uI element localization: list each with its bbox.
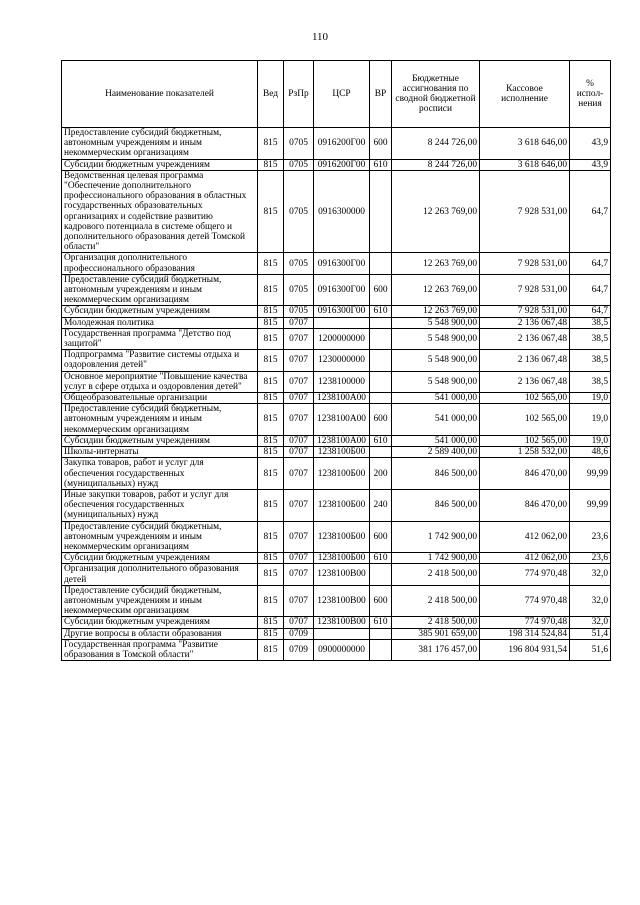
table-row <box>62 404 611 436</box>
row-csr: 1238100Б00 <box>314 553 370 564</box>
row-execution-percent: 19,0 <box>570 435 611 446</box>
row-execution-percent: 32,0 <box>570 585 611 617</box>
row-rzpr: 0707 <box>284 458 314 490</box>
row-vr: 600 <box>370 585 392 617</box>
row-rzpr: 0707 <box>284 371 314 392</box>
row-execution-percent: 23,6 <box>570 553 611 564</box>
row-budget-allocation: 2 589 400,00 <box>392 447 480 458</box>
row-budget-allocation: 541 000,00 <box>392 393 480 404</box>
row-execution-percent: 38,5 <box>570 317 611 328</box>
row-budget-allocation: 12 263 769,00 <box>392 170 480 253</box>
row-ved: 815 <box>258 404 284 436</box>
row-budget-allocation: 846 500,00 <box>392 458 480 490</box>
row-name: Школы-интернаты <box>62 447 258 458</box>
row-rzpr: 0707 <box>284 393 314 404</box>
row-budget-allocation: 5 548 900,00 <box>392 350 480 371</box>
row-rzpr: 0707 <box>284 489 314 521</box>
row-rzpr: 0707 <box>284 521 314 553</box>
row-rzpr: 0707 <box>284 553 314 564</box>
row-rzpr: 0707 <box>284 404 314 436</box>
row-cash-execution: 3 618 646,00 <box>480 159 570 170</box>
table-row <box>62 170 611 253</box>
row-budget-allocation: 8 244 726,00 <box>392 159 480 170</box>
row-name: Предоставление субсидий бюджетным, автономным учреждениям и иным некоммерческим организациям <box>62 521 258 553</box>
row-name: Другие вопросы в области образования <box>62 628 258 639</box>
row-cash-execution: 102 565,00 <box>480 435 570 446</box>
row-cash-execution: 7 928 531,00 <box>480 170 570 253</box>
row-ved: 815 <box>258 435 284 446</box>
row-csr: 1238100А00 <box>314 404 370 436</box>
row-execution-percent: 64,7 <box>570 306 611 317</box>
row-vr <box>370 447 392 458</box>
row-vr: 610 <box>370 617 392 628</box>
row-ved: 815 <box>258 317 284 328</box>
row-rzpr: 0707 <box>284 617 314 628</box>
row-csr: 0916200Г00 <box>314 159 370 170</box>
row-csr <box>314 628 370 639</box>
row-cash-execution: 7 928 531,00 <box>480 253 570 274</box>
budget-execution-table <box>61 60 611 661</box>
row-rzpr: 0705 <box>284 128 314 160</box>
table-row <box>62 159 611 170</box>
row-csr: 1238100В00 <box>314 564 370 585</box>
header-vr: ВР <box>370 61 392 128</box>
row-vr: 610 <box>370 159 392 170</box>
row-name: Предоставление субсидий бюджетным, автономным учреждениям и иным некоммерческим организациям <box>62 128 258 160</box>
row-name: Организация дополнительного образования детей <box>62 564 258 585</box>
row-budget-allocation: 2 418 500,00 <box>392 564 480 585</box>
row-ved: 815 <box>258 489 284 521</box>
row-execution-percent: 38,5 <box>570 350 611 371</box>
row-name: Общеобразовательные организации <box>62 393 258 404</box>
header-ved: Вед <box>258 61 284 128</box>
row-vr <box>370 170 392 253</box>
table-header-row <box>62 61 611 128</box>
table-row <box>62 274 611 306</box>
row-ved: 815 <box>258 170 284 253</box>
row-vr <box>370 628 392 639</box>
row-ved: 815 <box>258 639 284 660</box>
row-execution-percent: 19,0 <box>570 404 611 436</box>
row-cash-execution: 2 136 067,48 <box>480 328 570 349</box>
row-cash-execution: 2 136 067,48 <box>480 317 570 328</box>
row-budget-allocation: 12 263 769,00 <box>392 306 480 317</box>
row-execution-percent: 38,5 <box>570 328 611 349</box>
row-ved: 815 <box>258 350 284 371</box>
row-budget-allocation: 2 418 500,00 <box>392 585 480 617</box>
table-row <box>62 435 611 446</box>
row-ved: 815 <box>258 458 284 490</box>
row-name: Организация дополнительного профессионального образования <box>62 253 258 274</box>
row-execution-percent: 99,99 <box>570 458 611 490</box>
row-vr: 600 <box>370 521 392 553</box>
row-ved: 815 <box>258 564 284 585</box>
row-vr: 600 <box>370 274 392 306</box>
row-cash-execution: 198 314 524,84 <box>480 628 570 639</box>
row-cash-execution: 196 804 931,54 <box>480 639 570 660</box>
row-csr: 0916200Г00 <box>314 128 370 160</box>
row-ved: 815 <box>258 253 284 274</box>
row-csr: 1200000000 <box>314 328 370 349</box>
row-csr: 1238100В00 <box>314 585 370 617</box>
row-vr: 610 <box>370 306 392 317</box>
table-row <box>62 393 611 404</box>
row-ved: 815 <box>258 553 284 564</box>
table-row <box>62 350 611 371</box>
table-row <box>62 328 611 349</box>
table-row <box>62 317 611 328</box>
row-cash-execution: 7 928 531,00 <box>480 306 570 317</box>
header-name: Наименование показателей <box>62 61 258 128</box>
table-row <box>62 253 611 274</box>
table-row <box>62 521 611 553</box>
row-name: Предоставление субсидий бюджетным, автономным учреждениям и иным некоммерческим организациям <box>62 585 258 617</box>
row-vr: 600 <box>370 404 392 436</box>
header-budget-allocations: Бюджетные ассигнования по сводной бюджетной росписи <box>392 61 480 128</box>
row-csr: 0916300Г00 <box>314 306 370 317</box>
row-vr: 600 <box>370 128 392 160</box>
row-rzpr: 0707 <box>284 328 314 349</box>
header-cash-execution: Кассовое исполнение <box>480 61 570 128</box>
row-cash-execution: 7 928 531,00 <box>480 274 570 306</box>
row-vr: 610 <box>370 553 392 564</box>
row-csr: 1238100Б00 <box>314 521 370 553</box>
table-row <box>62 617 611 628</box>
row-vr: 610 <box>370 435 392 446</box>
row-rzpr: 0707 <box>284 585 314 617</box>
table-row <box>62 458 611 490</box>
row-rzpr: 0705 <box>284 159 314 170</box>
row-csr: 1238100В00 <box>314 617 370 628</box>
row-ved: 815 <box>258 447 284 458</box>
row-vr <box>370 564 392 585</box>
row-budget-allocation: 5 548 900,00 <box>392 328 480 349</box>
row-ved: 815 <box>258 393 284 404</box>
table-row <box>62 447 611 458</box>
row-csr: 0916300Г00 <box>314 253 370 274</box>
row-name: Закупка товаров, работ и услуг для обеспечения государственных (муниципальных) нужд <box>62 458 258 490</box>
row-csr: 1238100Б00 <box>314 458 370 490</box>
row-vr <box>370 317 392 328</box>
row-csr: 1238100А00 <box>314 393 370 404</box>
row-cash-execution: 846 470,00 <box>480 458 570 490</box>
row-name: Основное мероприятие "Повышение качества услуг в сфере отдыха и оздоровления детей" <box>62 371 258 392</box>
row-name: Предоставление субсидий бюджетным, автономным учреждениям и иным некоммерческим организациям <box>62 404 258 436</box>
row-budget-allocation: 12 263 769,00 <box>392 274 480 306</box>
row-budget-allocation: 5 548 900,00 <box>392 371 480 392</box>
row-vr <box>370 393 392 404</box>
row-budget-allocation: 2 418 500,00 <box>392 617 480 628</box>
row-budget-allocation: 541 000,00 <box>392 404 480 436</box>
row-name: Субсидии бюджетным учреждениям <box>62 617 258 628</box>
row-budget-allocation: 385 901 659,00 <box>392 628 480 639</box>
row-name: Субсидии бюджетным учреждениям <box>62 553 258 564</box>
row-cash-execution: 2 136 067,48 <box>480 371 570 392</box>
row-cash-execution: 2 136 067,48 <box>480 350 570 371</box>
row-budget-allocation: 5 548 900,00 <box>392 317 480 328</box>
row-execution-percent: 51,4 <box>570 628 611 639</box>
row-cash-execution: 102 565,00 <box>480 393 570 404</box>
header-rzpr: РзПр <box>284 61 314 128</box>
row-rzpr: 0705 <box>284 170 314 253</box>
row-cash-execution: 3 618 646,00 <box>480 128 570 160</box>
row-rzpr: 0705 <box>284 306 314 317</box>
row-execution-percent: 19,0 <box>570 393 611 404</box>
table-row <box>62 553 611 564</box>
table-row <box>62 564 611 585</box>
row-ved: 815 <box>258 306 284 317</box>
row-rzpr: 0705 <box>284 274 314 306</box>
row-execution-percent: 38,5 <box>570 371 611 392</box>
row-execution-percent: 43,9 <box>570 159 611 170</box>
row-budget-allocation: 12 263 769,00 <box>392 253 480 274</box>
row-ved: 815 <box>258 371 284 392</box>
row-vr <box>370 639 392 660</box>
row-budget-allocation: 1 742 900,00 <box>392 553 480 564</box>
row-ved: 815 <box>258 617 284 628</box>
row-name: Государственная программа "Развитие образования в Томской области" <box>62 639 258 660</box>
row-ved: 815 <box>258 159 284 170</box>
row-execution-percent: 64,7 <box>570 274 611 306</box>
row-budget-allocation: 541 000,00 <box>392 435 480 446</box>
row-rzpr: 0705 <box>284 253 314 274</box>
row-csr: 1238100Б00 <box>314 489 370 521</box>
row-execution-percent: 48,6 <box>570 447 611 458</box>
row-name: Предоставление субсидий бюджетным, автономным учреждениям и иным некоммерческим организациям <box>62 274 258 306</box>
row-vr <box>370 253 392 274</box>
table-row <box>62 128 611 160</box>
row-execution-percent: 51,6 <box>570 639 611 660</box>
row-execution-percent: 43,9 <box>570 128 611 160</box>
row-csr: 0900000000 <box>314 639 370 660</box>
row-name: Субсидии бюджетным учреждениям <box>62 435 258 446</box>
row-ved: 815 <box>258 585 284 617</box>
row-cash-execution: 1 258 532,00 <box>480 447 570 458</box>
row-cash-execution: 774 970,48 <box>480 585 570 617</box>
row-csr: 1230000000 <box>314 350 370 371</box>
row-vr <box>370 328 392 349</box>
row-cash-execution: 846 470,00 <box>480 489 570 521</box>
table-row <box>62 639 611 660</box>
row-name: Государственная программа "Детство под защитой" <box>62 328 258 349</box>
row-ved: 815 <box>258 274 284 306</box>
row-ved: 815 <box>258 328 284 349</box>
table-row <box>62 628 611 639</box>
header-execution-percent: % испол-нения <box>570 61 611 128</box>
row-execution-percent: 64,7 <box>570 170 611 253</box>
row-name: Субсидии бюджетным учреждениям <box>62 306 258 317</box>
row-execution-percent: 32,0 <box>570 617 611 628</box>
row-budget-allocation: 381 176 457,00 <box>392 639 480 660</box>
row-execution-percent: 64,7 <box>570 253 611 274</box>
row-csr: 1238100А00 <box>314 435 370 446</box>
row-budget-allocation: 1 742 900,00 <box>392 521 480 553</box>
row-execution-percent: 32,0 <box>570 564 611 585</box>
table-row <box>62 585 611 617</box>
row-execution-percent: 23,6 <box>570 521 611 553</box>
row-rzpr: 0709 <box>284 639 314 660</box>
table-row <box>62 371 611 392</box>
row-vr: 200 <box>370 458 392 490</box>
row-ved: 815 <box>258 521 284 553</box>
row-cash-execution: 774 970,48 <box>480 564 570 585</box>
row-vr: 240 <box>370 489 392 521</box>
row-csr: 1238100000 <box>314 371 370 392</box>
row-cash-execution: 102 565,00 <box>480 404 570 436</box>
row-csr <box>314 317 370 328</box>
row-name: Ведомственная целевая программа "Обеспечение дополнительного профессионального образования в областных государственных образовательных организациях и содействие развитию кадрового потенциала в системе общего и дополнительного образования детей Томской области" <box>62 170 258 253</box>
row-ved: 815 <box>258 128 284 160</box>
row-csr: 0916300Г00 <box>314 274 370 306</box>
row-name: Субсидии бюджетным учреждениям <box>62 159 258 170</box>
row-vr <box>370 371 392 392</box>
header-csr: ЦСР <box>314 61 370 128</box>
row-rzpr: 0707 <box>284 447 314 458</box>
row-csr: 0916300000 <box>314 170 370 253</box>
row-ved: 815 <box>258 628 284 639</box>
row-budget-allocation: 846 500,00 <box>392 489 480 521</box>
row-name: Молодежная политика <box>62 317 258 328</box>
row-cash-execution: 774 970,48 <box>480 617 570 628</box>
row-csr: 1238100Б00 <box>314 447 370 458</box>
row-rzpr: 0707 <box>284 564 314 585</box>
row-rzpr: 0709 <box>284 628 314 639</box>
table-row <box>62 489 611 521</box>
row-execution-percent: 99,99 <box>570 489 611 521</box>
row-cash-execution: 412 062,00 <box>480 553 570 564</box>
row-name: Подпрограмма "Развитие системы отдыха и оздоровления детей" <box>62 350 258 371</box>
table-row <box>62 306 611 317</box>
row-rzpr: 0707 <box>284 350 314 371</box>
row-rzpr: 0707 <box>284 317 314 328</box>
page-number: 110 <box>311 31 329 43</box>
row-vr <box>370 350 392 371</box>
row-budget-allocation: 8 244 726,00 <box>392 128 480 160</box>
row-name: Иные закупки товаров, работ и услуг для обеспечения государственных (муниципальных) нужд <box>62 489 258 521</box>
row-cash-execution: 412 062,00 <box>480 521 570 553</box>
row-rzpr: 0707 <box>284 435 314 446</box>
